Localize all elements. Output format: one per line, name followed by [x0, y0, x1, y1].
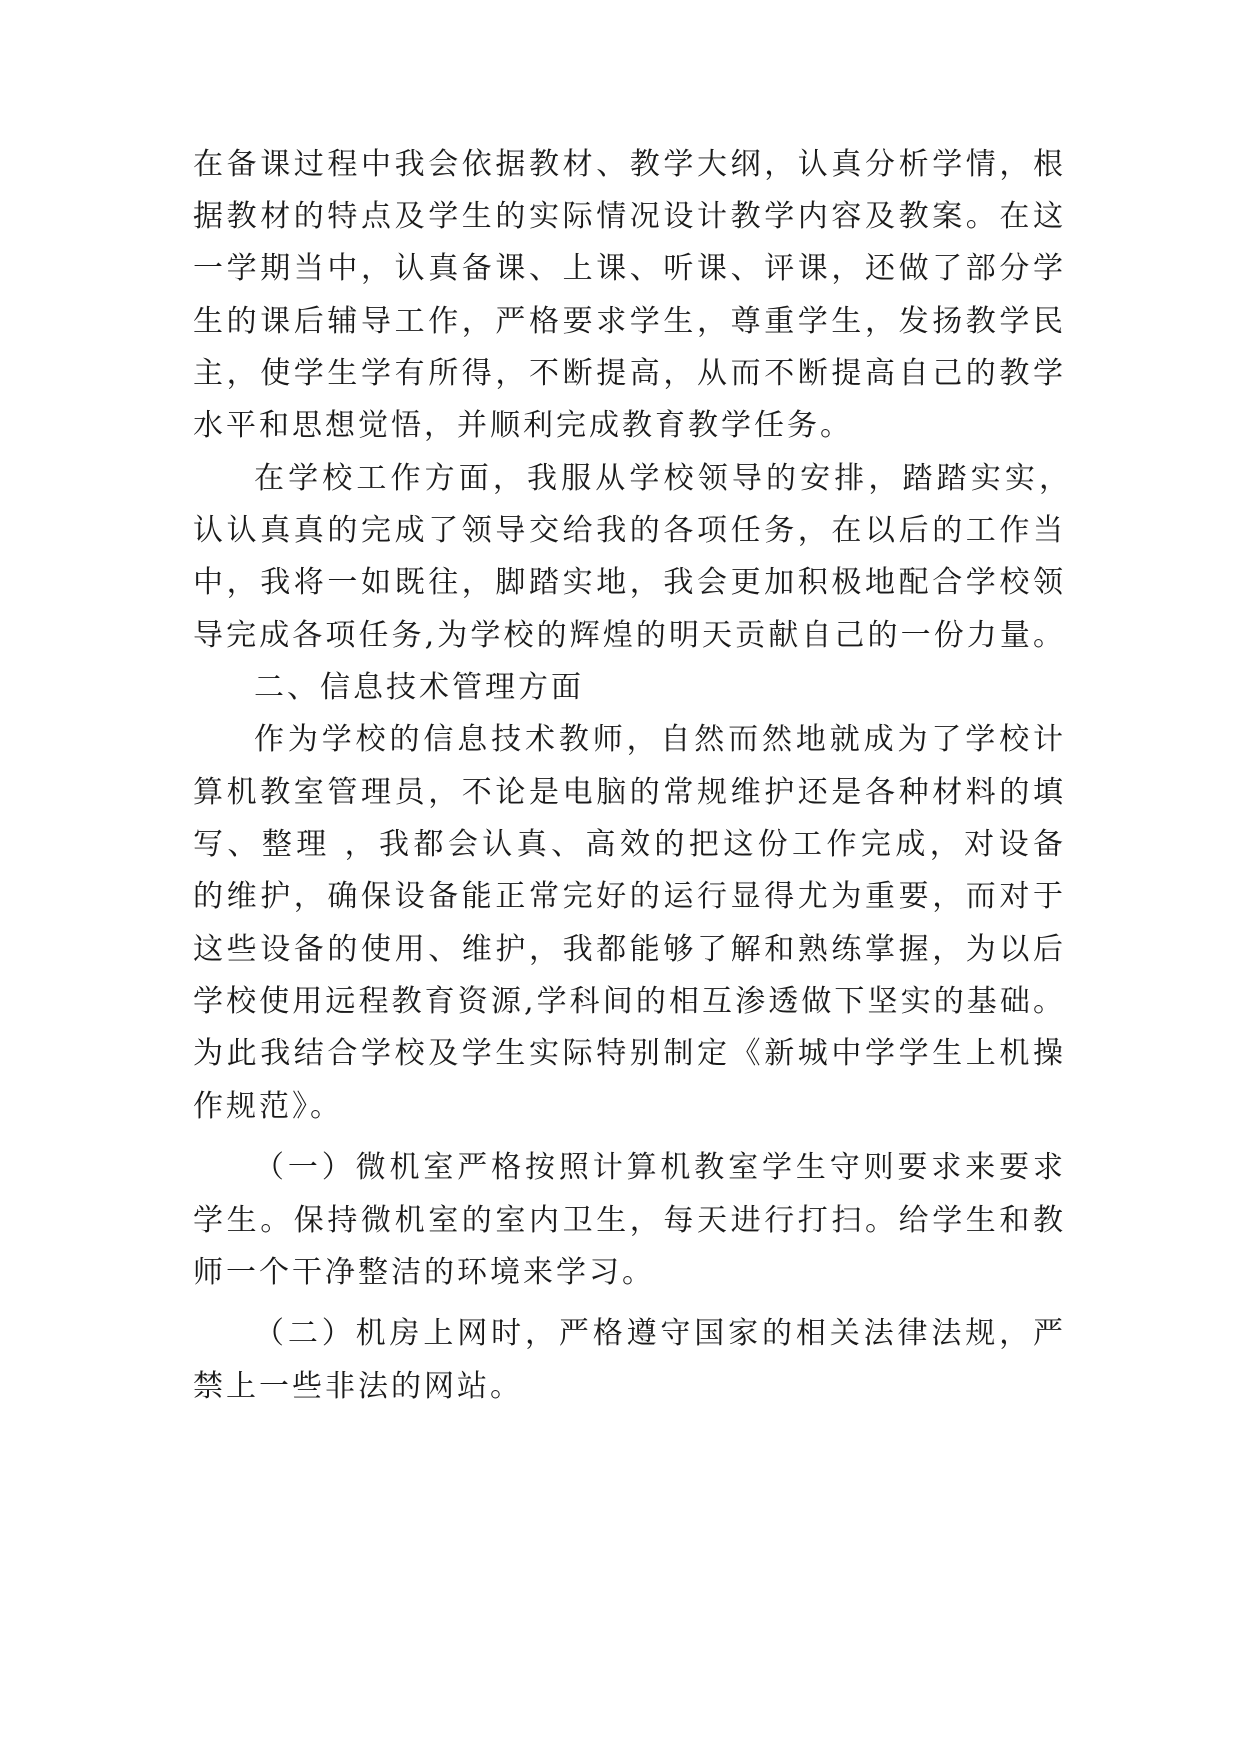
- list-item-2: （二）机房上网时，严格遵守国家的相关法律法规，严: [254, 1316, 1063, 1351]
- text-line: 导完成各项任务,为学校的辉煌的明天贡献自己的一份力量。: [193, 618, 1063, 653]
- text-line: 认认真真的完成了领导交给我的各项任务，在以后的工作当: [193, 513, 1063, 548]
- text-line: 在备课过程中我会依据教材、教学大纲，认真分析学情，根: [193, 147, 1063, 182]
- list-item-1: （一）微机室严格按照计算机教室学生守则要求来要求: [254, 1150, 1063, 1185]
- text-line: 水平和思想觉悟，并顺利完成教育教学任务。: [193, 408, 853, 443]
- text-line: 学生。保持微机室的室内卫生，每天进行打扫。给学生和教: [193, 1203, 1063, 1238]
- text-line: 算机教室管理员，不论是电脑的常规维护还是各种材料的填: [193, 775, 1063, 810]
- text-line: 学校使用远程教育资源,学科间的相互渗透做下坚实的基础。: [193, 984, 1063, 1019]
- paragraph-start: 作为学校的信息技术教师，自然而然地就成为了学校计: [254, 722, 1063, 757]
- text-line: 这些设备的使用、维护，我都能够了解和熟练掌握，为以后: [193, 932, 1063, 967]
- text-line: 写、整理 ，我都会认真、高效的把这份工作完成，对设备: [193, 827, 1063, 862]
- text-line: 据教材的特点及学生的实际情况设计教学内容及教案。在这: [193, 199, 1063, 234]
- text-line: 一学期当中，认真备课、上课、听课、评课，还做了部分学: [193, 251, 1063, 286]
- text-line: 主，使学生学有所得，不断提高，从而不断提高自己的教学: [193, 356, 1063, 391]
- text-line: 禁上一些非法的网站。: [193, 1369, 523, 1404]
- text-line: 为此我结合学校及学生实际特别制定《新城中学学生上机操: [193, 1036, 1063, 1071]
- section-heading: 二、信息技术管理方面: [254, 670, 584, 705]
- text-line: 作规范》。: [193, 1089, 343, 1124]
- text-line: 师一个干净整洁的环境来学习。: [193, 1255, 655, 1290]
- paragraph-start: 在学校工作方面，我服从学校领导的安排，踏踏实实，: [254, 461, 1069, 496]
- text-line: 中，我将一如既往，脚踏实地，我会更加积极地配合学校领: [193, 565, 1063, 600]
- text-line: 生的课后辅导工作，严格要求学生，尊重学生，发扬教学民: [193, 304, 1063, 339]
- text-line: 的维护，确保设备能正常完好的运行显得尤为重要，而对于: [193, 879, 1063, 914]
